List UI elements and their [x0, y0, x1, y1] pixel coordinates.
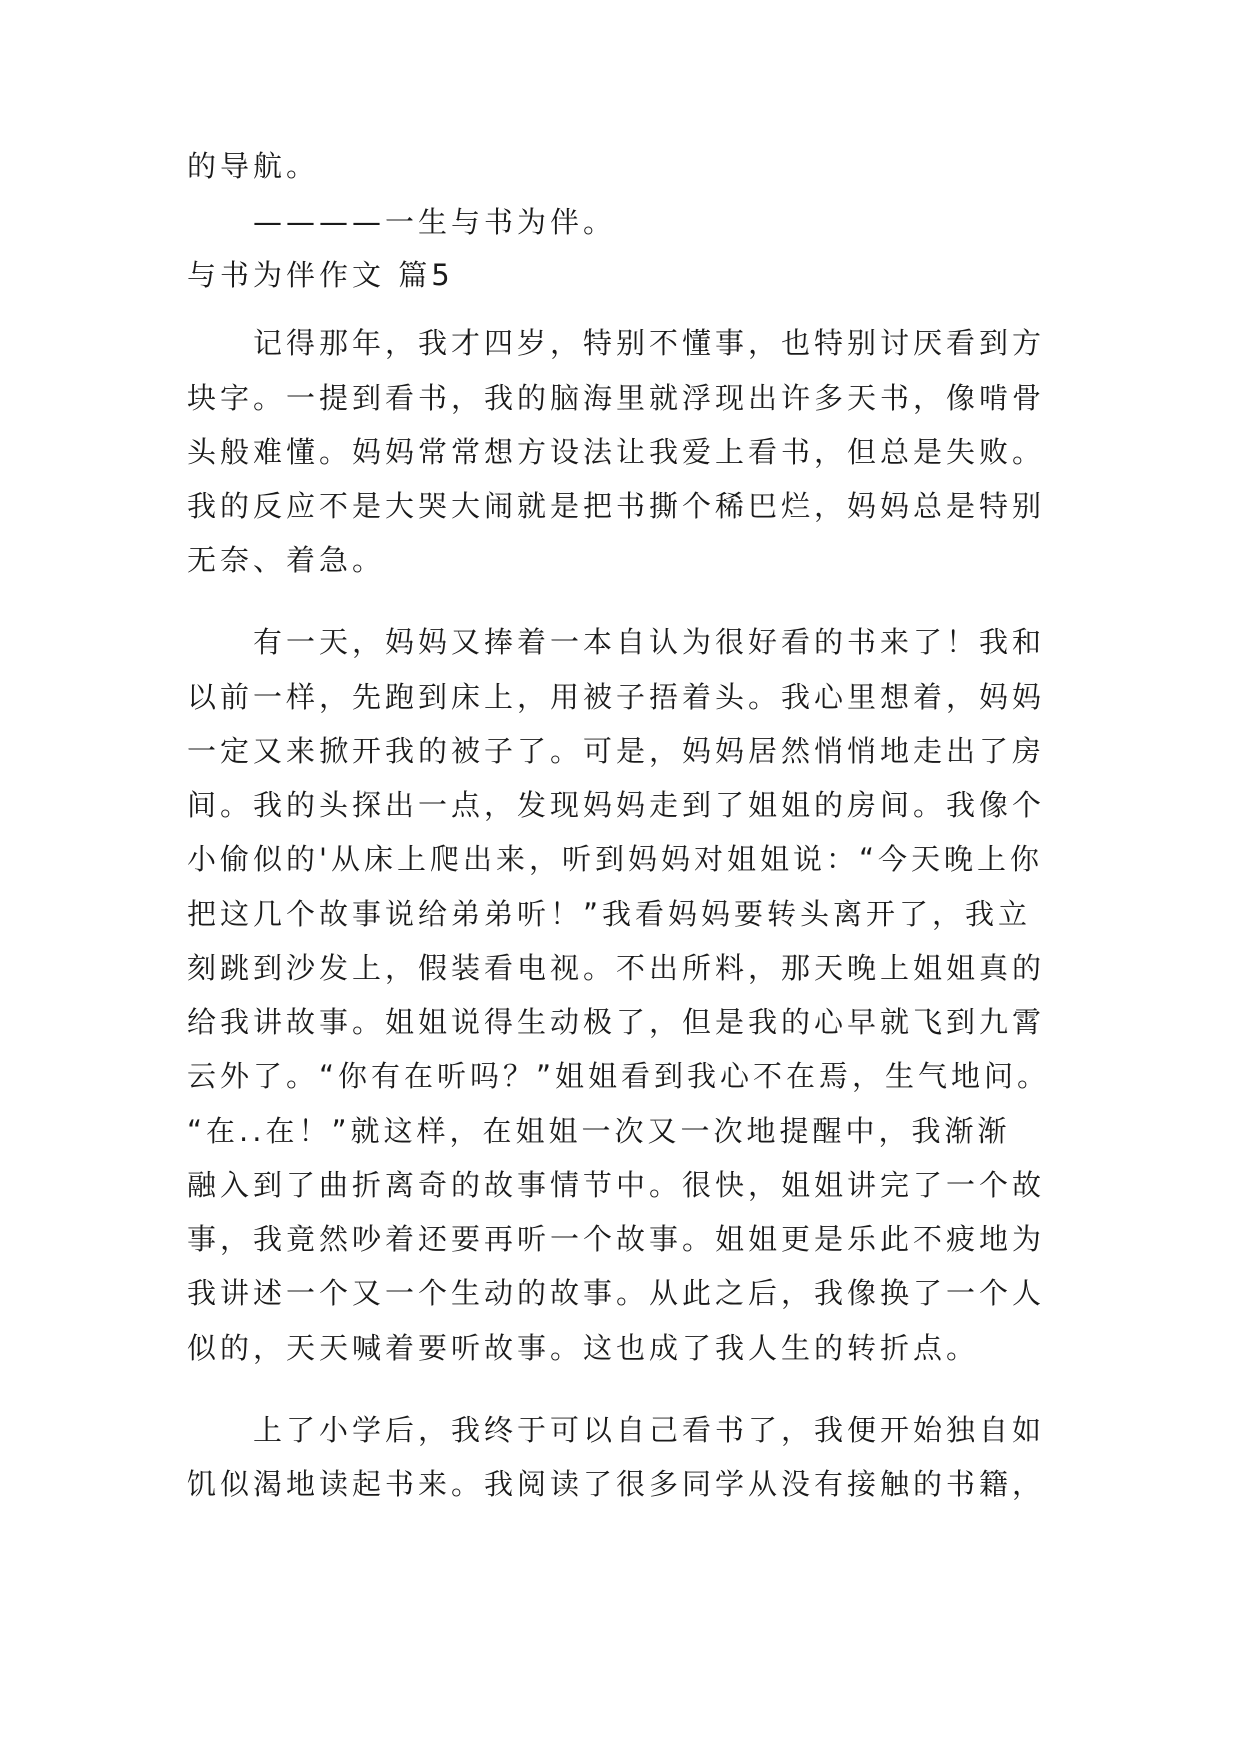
- text-line: 饥似渴地读起书来。我阅读了很多同学从没有接触的书籍，: [187, 1467, 1046, 1501]
- text-line: 小偷似的'从床上爬出来，听到妈妈对姐姐说：“今天晚上你: [187, 842, 1043, 876]
- text-line: 融入到了曲折离奇的故事情节中。很快，姐姐讲完了一个故: [187, 1168, 1046, 1202]
- text-line: 云外了。“你有在听吗？”姐姐看到我心不在焉，生气地问。: [187, 1059, 1051, 1093]
- text-line: 间。我的头探出一点，发现妈妈走到了姐姐的房间。我像个: [187, 788, 1046, 822]
- text-line: 块字。一提到看书，我的脑海里就浮现出许多天书，像啃骨: [187, 381, 1046, 415]
- text-line: 刻跳到沙发上，假装看电视。不出所料，那天晚上姐姐真的: [187, 951, 1046, 985]
- text-line: 的导航。: [187, 149, 320, 183]
- text-line: 我的反应不是大哭大闹就是把书撕个稀巴烂，妈妈总是特别: [187, 489, 1046, 523]
- text-line: 一定又来掀开我的被子了。可是，妈妈居然悄悄地走出了房: [187, 734, 1046, 768]
- text-line: 上了小学后，我终于可以自己看书了，我便开始独自如: [253, 1413, 1046, 1447]
- text-line: 头般难懂。妈妈常常想方设法让我爱上看书，但总是失败。: [187, 435, 1046, 469]
- text-line: 我讲述一个又一个生动的故事。从此之后，我像换了一个人: [187, 1276, 1046, 1310]
- text-line: ————一生与书为伴。: [253, 205, 617, 239]
- text-line: 以前一样，先跑到床上，用被子捂着头。我心里想着，妈妈: [187, 680, 1046, 714]
- text-line: 似的，天天喊着要听故事。这也成了我人生的转折点。: [187, 1331, 980, 1365]
- section-heading: 与书为伴作文 篇5: [187, 258, 454, 292]
- text-line: 给我讲故事。姐姐说得生动极了，但是我的心早就飞到九霄: [187, 1005, 1046, 1039]
- text-line: 记得那年，我才四岁，特别不懂事，也特别讨厌看到方: [253, 326, 1046, 360]
- text-line: 把这几个故事说给弟弟听！”我看妈妈要转头离开了，我立: [187, 897, 1032, 931]
- text-line: 事，我竟然吵着还要再听一个故事。姐姐更是乐此不疲地为: [187, 1222, 1046, 1256]
- text-line: 有一天，妈妈又捧着一本自认为很好看的书来了！我和: [253, 625, 1046, 659]
- text-line: “在..在！”就这样，在姐姐一次又一次地提醒中，我渐渐: [187, 1114, 1011, 1148]
- text-line: 无奈、着急。: [187, 543, 386, 577]
